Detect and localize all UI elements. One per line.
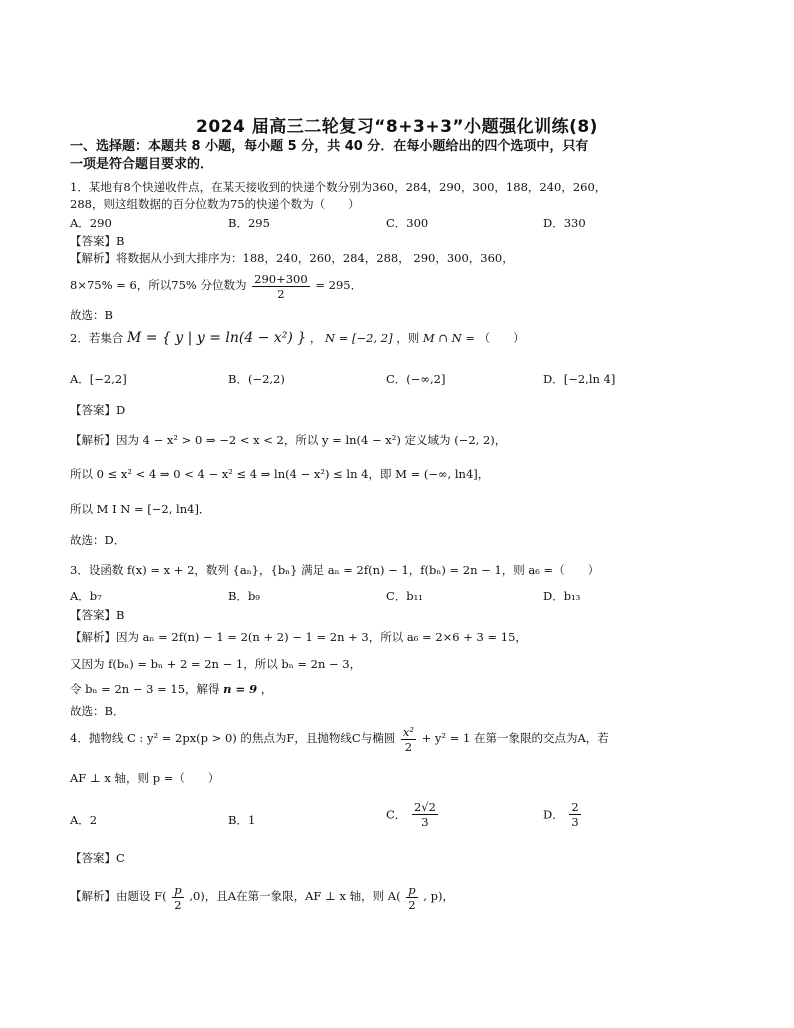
page-title: 2024 届高三二轮复习“8+3+3”小题强化训练(8) [196,117,598,137]
q2-option-a: A．[−2,2] [70,372,127,386]
q1-solution-line2 [70,270,362,301]
q3-solution-line2: 又因为 f(bₙ) = bₙ + 2 = 2n − 1，所以 bₙ = 2n − 3， [70,657,362,671]
q1-solution-line1: 【解析】将数据从小到大排序为：188，240，260，284，288， 290，300，360， [70,251,514,265]
q4-sol1-text-b: ,0)，且A在第一象限，AF ⊥ x 轴，则 A( [189,889,401,903]
q2-stem-text-a: 2．若集合 [70,331,124,345]
q2-option-d: D．[−2,ln 4] [543,372,616,386]
q3-option-b: B．b₉ [228,589,260,603]
q4-answer: 【答案】C [70,851,125,865]
q4-ellipse-numerator: x² [402,724,414,739]
q2-intersection: M ∩ N = [422,331,475,345]
q3-sol3-text-a: 令 bₙ = 2n − 3 = 15，解得 [70,682,220,696]
q3-choose: 故选：B． [70,704,125,718]
q2-stem-text-e: （ ） [478,331,525,345]
q1-option-c: C．300 [386,216,429,230]
q1-sol2-denominator: 2 [277,286,285,301]
q4-option-d-label: D． [543,807,564,822]
q4-option-c [386,800,440,829]
q3-option-c: C．b₁₁ [386,589,423,603]
q2-stem [70,330,525,346]
q2-option-c: C．(−∞,2] [386,372,446,386]
q4-option-c-fraction [412,800,438,829]
q2-solution-line3: 所以 M Ⅰ N = [−2, ln4]． [70,502,211,516]
q4-option-b: B．1 [228,813,256,827]
q3-answer: 【答案】B [70,608,125,622]
q3-sol3-result: n = 9 [223,682,258,696]
q4-sol1-numerator-1: p [174,882,182,897]
q1-stem-line1: 1．某地有8个快递收件点，在某天接收到的快递个数分别为360，284，290，300，188，240，260， [70,180,607,194]
section-heading-line1: 一、选择题：本题共 8 小题，每小题 5 分，共 40 分．在每小题给出的四个选项中，只有 [70,139,589,154]
q1-sol2-numerator: 290+300 [254,271,308,286]
q1-choose: 故选：B [70,308,113,322]
q4-solution-line1 [70,880,454,912]
q2-stem-text-b: ， [309,331,322,345]
q2-stem-text-c: ，则 [396,331,420,345]
q3-option-d: D．b₁₃ [543,589,581,603]
q4-sol1-denominator-2: 2 [408,897,416,912]
q2-solution-line1: 【解析】因为 4 − x² > 0 ⇒ −2 < x < 2，所以 y = ln(4 − x²) 定义域为 (−2, 2)， [70,433,507,447]
q2-set-n: N = [−2, 2] [325,331,393,345]
q4-option-c-denominator: 3 [421,815,429,829]
q2-option-b: B．(−2,2) [228,372,285,386]
q1-option-d: D．330 [543,216,586,230]
q1-option-a: A．290 [70,216,112,230]
q2-solution-line2: 所以 0 ≤ x² < 4 ⇒ 0 < 4 − x² ≤ 4 ⇒ ln(4 − x²) ≤ ln 4，即 M = (−∞, ln4]， [70,467,490,481]
q4-option-a: A．2 [70,813,98,827]
q2-choose: 故选：D． [70,533,126,547]
q4-ellipse-denominator: 2 [404,739,413,754]
q1-sol2-text-b: = 295． [315,278,363,292]
q4-option-c-label: C． [386,807,407,822]
q2-answer: 【答案】D [70,403,126,417]
q4-stem1-text-a: 4．抛物线 C : y² = 2px(p > 0) 的焦点为F，且抛物线C与椭圆 [70,731,396,745]
q4-sol1-fraction-2 [406,883,417,912]
q3-solution-line3 [70,681,272,697]
q4-stem1-text-b: + y² = 1 在第一象限的交点为A，若 [421,731,609,745]
q4-stem-line1 [70,722,609,754]
q4-sol1-fraction-1 [172,883,183,912]
q3-sol3-text-c: ， [260,682,273,696]
q4-option-d-numerator: 2 [571,800,579,814]
q4-option-d-fraction [569,800,580,829]
q4-option-d [543,800,583,829]
q1-answer: 【答案】B [70,234,125,248]
q2-set-m: M = { y | y = ln(4 − x²) } [126,330,307,346]
q4-option-c-numerator: 2√2 [413,800,436,814]
q4-option-d-denominator: 3 [571,815,579,829]
section-heading-line2: 一项是符合题目要求的． [70,157,214,172]
q4-stem-line2: AF ⊥ x 轴，则 p =（ ） [70,771,220,785]
q1-sol2-fraction [252,272,310,301]
q1-option-b: B．295 [228,216,270,230]
q1-stem-line2: 288，则这组数据的百分位数为75的快递个数为（ ） [70,197,360,211]
q4-ellipse-fraction [401,725,416,754]
q3-solution-line1: 【解析】因为 aₙ = 2f(n) − 1 = 2(n + 2) − 1 = 2n + 3，所以 a₆ = 2×6 + 3 = 15， [70,630,527,644]
q4-sol1-denominator-1: 2 [174,897,182,912]
q3-stem: 3．设函数 f(x) = x + 2，数列 {aₙ}，{bₙ} 满足 aₙ = 2f(n) − 1，f(bₙ) = 2n − 1，则 a₆ =（ ） [70,563,600,577]
q4-sol1-text-a: 【解析】由题设 F( [70,889,167,903]
q4-sol1-text-c: , p)， [423,889,454,903]
q1-sol2-text-a: 8×75% = 6，所以75% 分位数为 [70,278,247,292]
q3-option-a: A．b₇ [70,589,102,603]
q4-sol1-numerator-2: p [408,882,416,897]
